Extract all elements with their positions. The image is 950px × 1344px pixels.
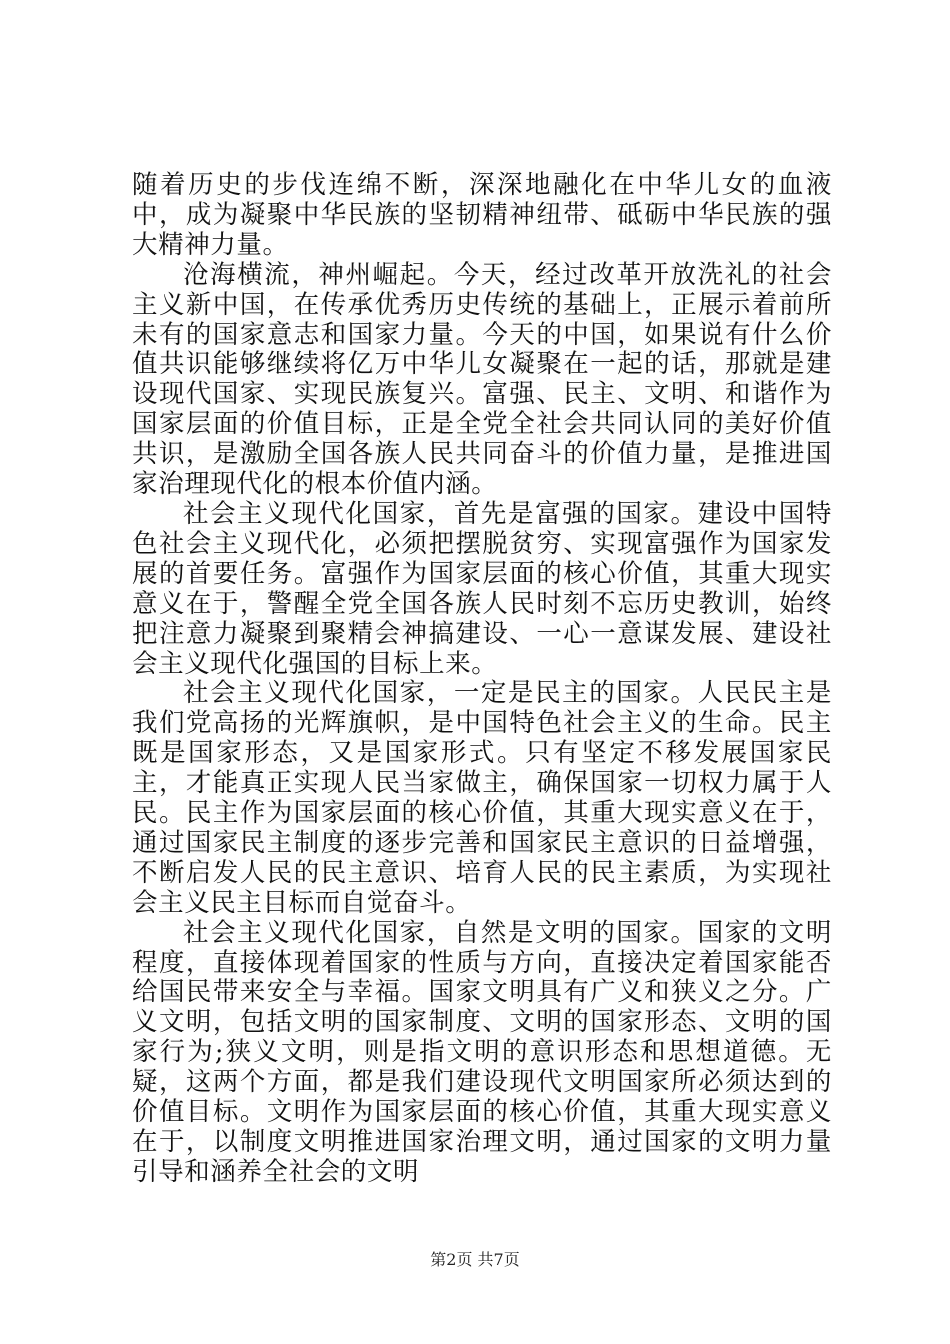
paragraph-5: 社会主义现代化国家，自然是文明的国家。国家的文明程度，直接体现着国家的性质与方向，直接决定着国家能否给国民带来安全与幸福。国家文明具有广义和狭义之分。广义文明，包括文明的国家制度、文明的国家形态、文明的国家行为;狭义文明，则是指文明的意识形态和思想道德。无疑，这两个方面，都是我们建设现代文明国家所必须达到的价值目标。文明作为国家层面的核心价值，其重大现实意义在于，以制度文明推进国家治理文明，通过国家的文明力量引导和涵养全社会的文明 [132, 917, 832, 1187]
page-footer: 第2页 共7页 [430, 1250, 520, 1269]
document-body [132, 171, 832, 1188]
paragraph-1: 随着历史的步伐连绵不断，深深地融化在中华儿女的血液中，成为凝聚中华民族的坚韧精神纽带、砥砺中华民族的强大精神力量。 [132, 170, 832, 260]
paragraph-4: 社会主义现代化国家，一定是民主的国家。人民民主是我们党高扬的光辉旗帜，是中国特色社会主义的生命。民主既是国家形态，又是国家形式。只有坚定不移发展国家民主，才能真正实现人民当家做主，确保国家一切权力属于人民。民主作为国家层面的核心价值，其重大现实意义在于，通过国家民主制度的逐步完善和国家民主意识的日益增强，不断启发人民的民主意识、培育人民的民主素质，为实现社会主义民主目标而自觉奋斗。 [132, 678, 832, 918]
paragraph-2: 沧海横流，神州崛起。今天，经过改革开放洗礼的社会主义新中国，在传承优秀历史传统的基础上，正展示着前所未有的国家意志和国家力量。今天的中国，如果说有什么价值共识能够继续将亿万中华儿女凝聚在一起的话，那就是建设现代国家、实现民族复兴。富强、民主、文明、和谐作为国家层面的价值目标，正是全党全社会共同认同的美好价值共识，是激励全国各族人民共同奋斗的价值力量，是推进国家治理现代化的根本价值内涵。 [132, 259, 832, 500]
paragraph-3: 社会主义现代化国家，首先是富强的国家。建设中国特色社会主义现代化，必须把摆脱贫穷、实现富强作为国家发展的首要任务。富强作为国家层面的核心价值，其重大现实意义在于，警醒全党全国各族人民时刻不忘历史教训，始终把注意力凝聚到聚精会神搞建设、一心一意谋发展、建设社会主义现代化强国的目标上来。 [132, 498, 832, 679]
